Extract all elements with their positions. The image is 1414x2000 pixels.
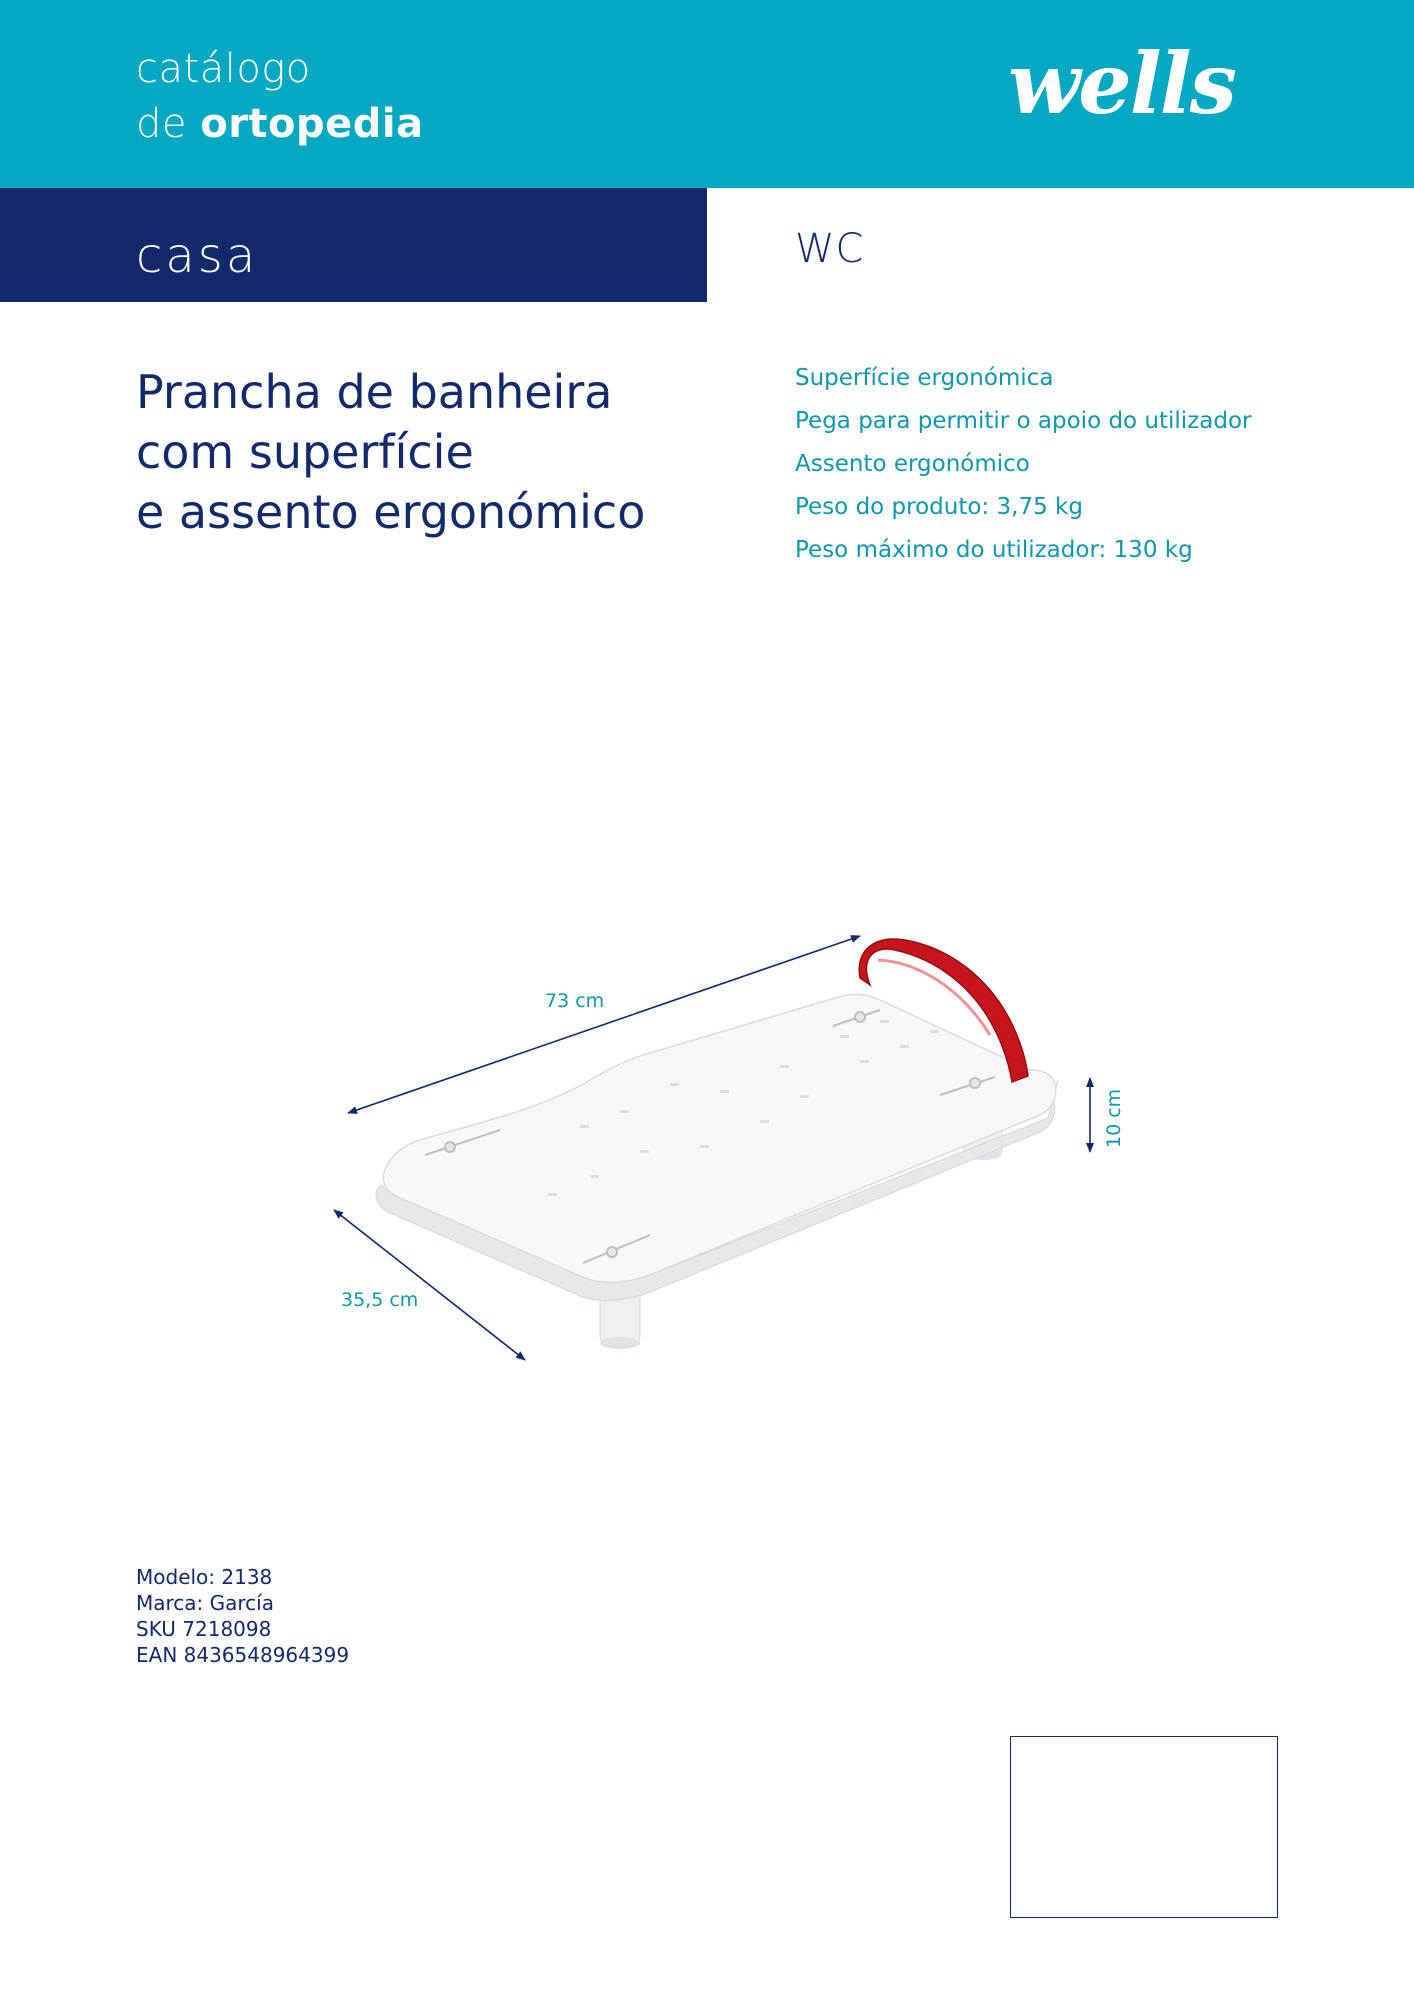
product-title-line: Prancha de banheira <box>136 365 613 419</box>
feature-list <box>795 364 1265 579</box>
spec-ean: EAN 8436548964399 <box>136 1643 350 1667</box>
catalog-title-line2 <box>136 101 424 147</box>
product-specs <box>136 1564 349 1668</box>
product-image <box>300 900 1130 1390</box>
category-bar <box>0 188 707 302</box>
spec-model: Modelo: 2138 <box>136 1565 273 1589</box>
feature-item: Assento ergonómico <box>795 451 1030 477</box>
dimension-height-label: 10 cm <box>1103 1088 1125 1148</box>
dimension-length-label: 73 cm <box>545 990 605 1012</box>
price-box <box>1010 1736 1278 1918</box>
product-title-line: e assento ergonómico <box>136 485 646 539</box>
dimension-width-label: 35,5 cm <box>341 1289 419 1311</box>
feature-item: Pega para permitir o apoio do utilizador <box>795 408 1252 434</box>
category-label: casa <box>136 228 259 284</box>
catalog-title-prefix: de <box>136 101 187 147</box>
spec-brand: Marca: García <box>136 1591 274 1615</box>
brand-logo: wells <box>1008 34 1235 133</box>
catalog-title-line1: catálogo <box>136 46 311 92</box>
feature-item: Peso do produto: 3,75 kg <box>795 494 1083 520</box>
catalog-title-bold: ortopedia <box>200 101 424 147</box>
feature-item: Peso máximo do utilizador: 130 kg <box>795 537 1193 563</box>
product-title <box>136 362 696 542</box>
product-title-line: com superfície <box>136 425 474 479</box>
spec-sku: SKU 7218098 <box>136 1617 272 1641</box>
subcategory-label: WC <box>795 226 865 272</box>
feature-item: Superfície ergonómica <box>795 365 1054 391</box>
